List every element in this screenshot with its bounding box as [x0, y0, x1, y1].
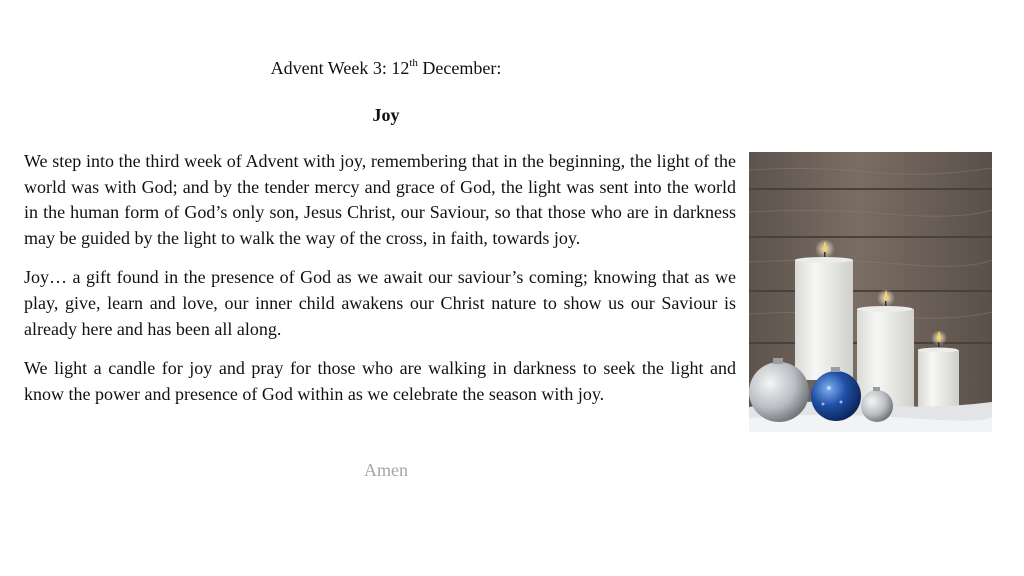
candle-icon — [795, 239, 853, 380]
paragraph-1: We step into the third week of Advent with joy, remembering that in the beginning, the light of the world was with God; and by the tender mercy and grace of God, the light was sent into the world in the human form of God’s only son, Jesus Christ, our Saviour, so that those who are in darkness may be guided by the light to walk the way of the cross, in faith, towards joy. — [24, 151, 736, 248]
document-title — [0, 58, 772, 79]
document-body — [24, 149, 736, 421]
title-superscript: th — [409, 57, 418, 69]
paragraph-3: We light a candle for joy and pray for those who are walking in darkness to seek the light and know the power and presence of God within as we celebrate the season with joy. — [24, 358, 736, 404]
paragraph-2: Joy… a gift found in the presence of God as we await our saviour’s coming; knowing that as we play, give, learn and love, our inner child awakens our Christ nature to show us our Saviour is already here and has been all along. — [24, 267, 736, 339]
closing-amen: Amen — [364, 460, 408, 480]
title-prefix: Advent Week 3: 12 — [270, 58, 410, 78]
candles-photo — [749, 152, 992, 432]
document-heading: Joy — [372, 105, 400, 125]
title-suffix: December: — [417, 58, 502, 78]
